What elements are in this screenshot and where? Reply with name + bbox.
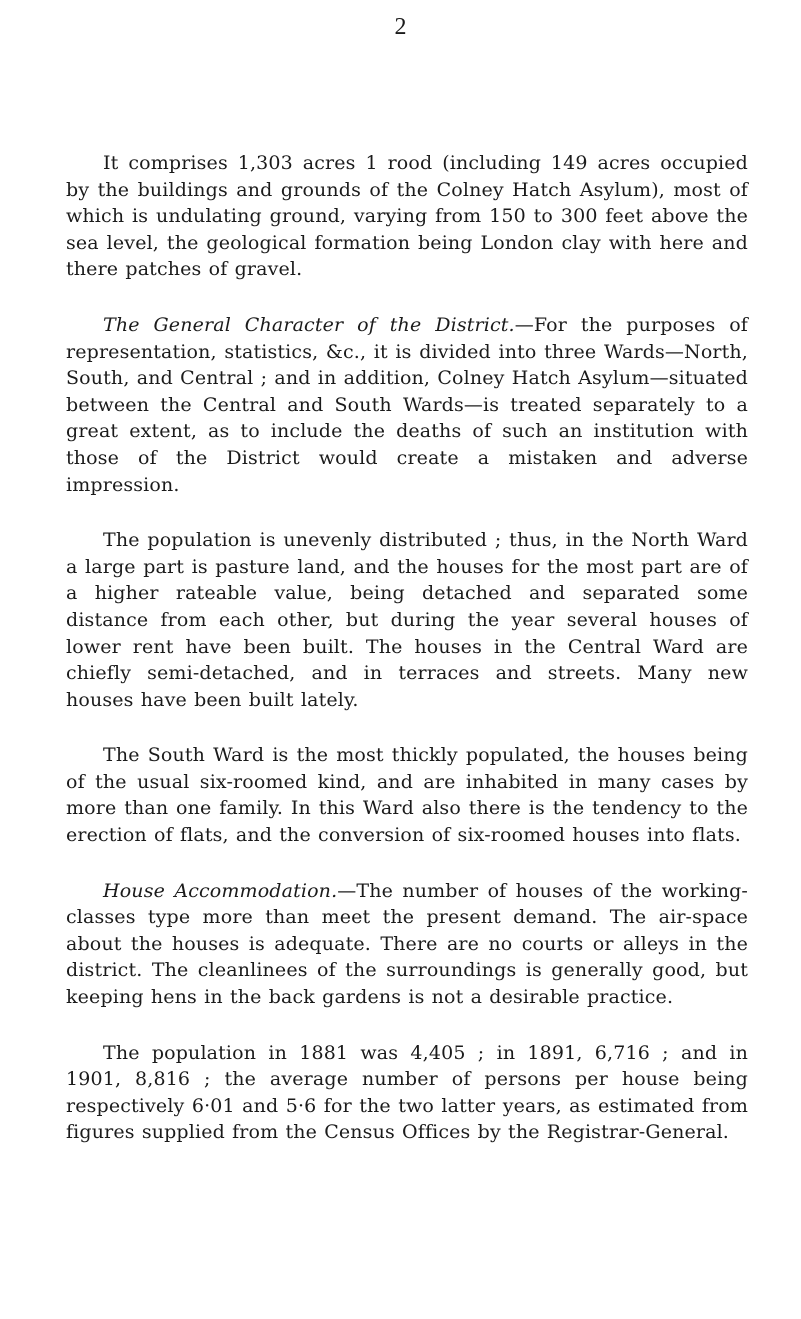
paragraph-south-ward	[66, 742, 748, 848]
paragraph-text: The population in 1881 was 4,405 ; in 1891, 6,716 ; and in 1901, 8,816 ; the average number of persons per house being respectively 6·01 and 5·6 for the two latter years, as estimated from figures supplied from the Census Offices by the Registrar-General.	[66, 1041, 748, 1144]
paragraph-area-description	[66, 150, 748, 283]
section-heading-house-accommodation: House Accommodation.	[103, 879, 338, 902]
paragraph-text: It comprises 1,303 acres 1 rood (including 149 acres occupied by the buildings and grounds of the Colney Hatch Asylum), most of which is undulating ground, varying from 150 to 300 feet above the sea level, the geological formation being London clay with here and there patches of gravel.	[66, 152, 748, 281]
document-body	[66, 150, 748, 1175]
paragraph-population-distribution	[66, 527, 748, 713]
paragraph-text: The South Ward is the most thickly populated, the houses being of the usual six-roomed kind, and are inhabited in many cases by more than one family. In this Ward also there is the tendency to the erection of flats, and the conversion of six-roomed houses into flats.	[66, 744, 748, 847]
paragraph-text: The population is unevenly distributed ; thus, in the North Ward a large part is pasture land, and the houses for the most part are of a higher rateable value, being detached and separated some distance from each other, but during the year several houses of lower rent have been built. The houses in the Central Ward are chiefly semi-detached, and in terraces and streets. Many new houses have been built lately.	[66, 529, 748, 711]
paragraph-text: —The number of houses of the working-classes type more than meet the present demand. The air-space about the houses is adequate. There are no courts or alleys in the district. The cleanlinees of the surroundings is generally good, but keeping hens in the back gardens is not a desirable practice.	[66, 879, 748, 1009]
section-heading-general-character: The General Character of the District.	[103, 313, 515, 336]
paragraph-general-character	[66, 312, 748, 498]
paragraph-text: —For the purposes of representation, statistics, &c., it is divided into three Wards—North, South, and Central ; and in addition, Colney Hatch Asylum—situated between the Central and South Wards—is treated separately to a great extent, as to include the deaths of such an institution with those of the District would create a mistaken and adverse impression.	[66, 313, 748, 496]
paragraph-house-accommodation	[66, 878, 748, 1011]
paragraph-population-census	[66, 1040, 748, 1146]
page-number: 2	[394, 14, 407, 40]
